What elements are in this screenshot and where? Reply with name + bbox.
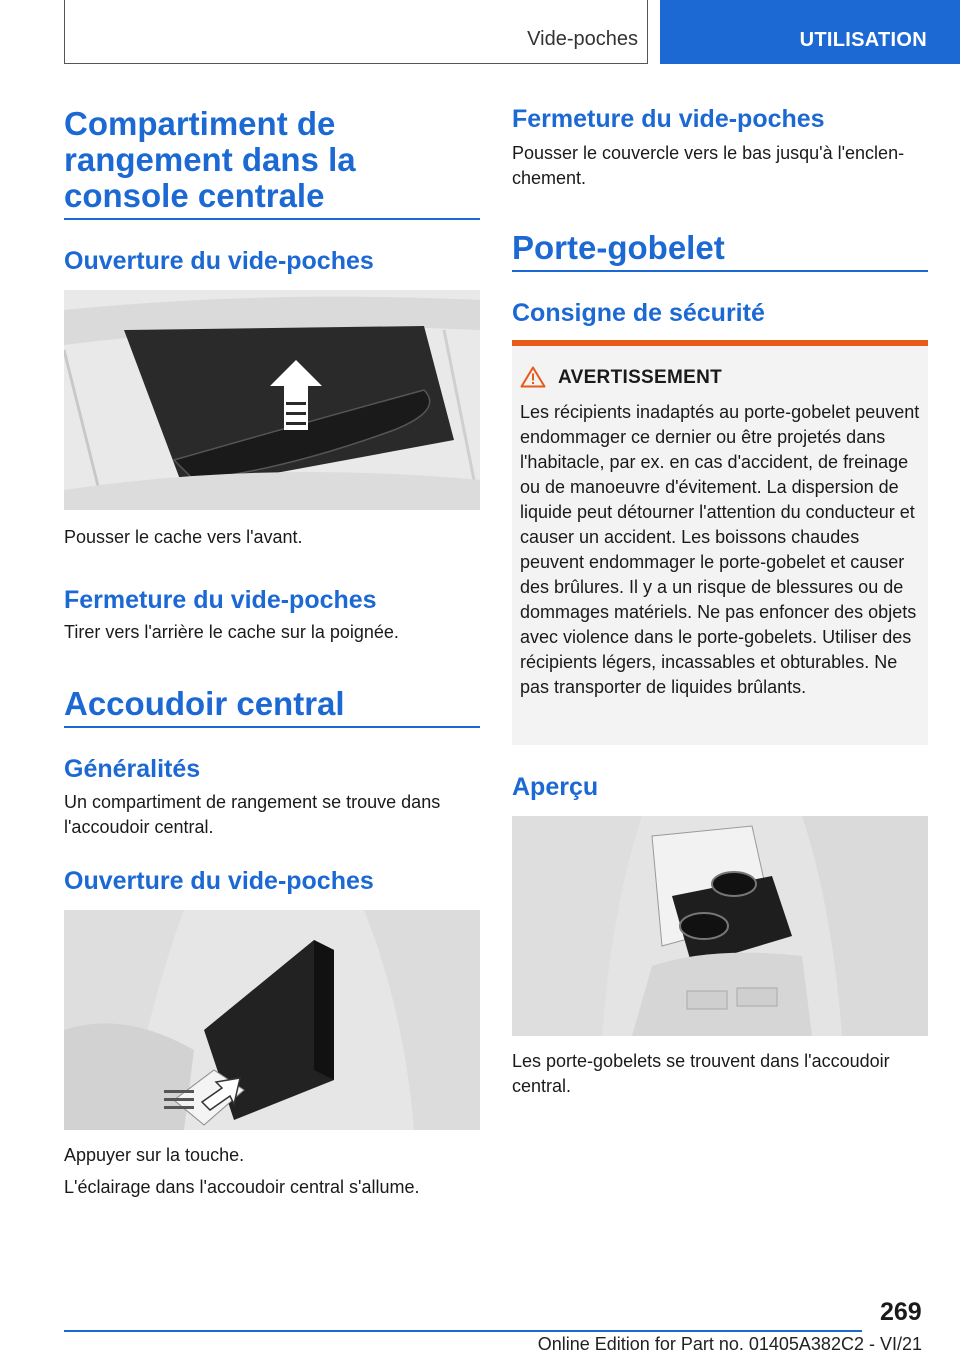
warning-text: Les récipients inadaptés au porte-gobelet peuvent endommager ce dernier ou être projetés dans l'habitacle, par ex. en cas d'accident, de freinage ou de manoeuvre d'évitement. La dispersion de liquide peut détourner l'attention du conducteur et causer un accident. Les boissons chaudes peuvent endommager le porte-gobelet et causer des brûlures. Il y a un risque de blessures ou de dommages matériels. Ne pas enfoncer des objets avec violence dans le porte-gobelets. Utiliser des récipients légers, incassables et obturables. Ne pas transporter de liquides brûlants. [520, 402, 920, 697]
footer-edition: Online Edition for Part no. 01405A382C2 - VI/21 [537, 1334, 922, 1354]
heading-rule [512, 270, 928, 272]
header-section-title: Vide-poches [527, 28, 638, 50]
caption-cup-holders: Les porte-gobelets se trouvent dans l'accoudoir central. [512, 1051, 890, 1096]
warning-title: AVERTISSEMENT [558, 367, 723, 388]
text-general: Un compartiment de rangement se trouve dans l'accoudoir central. [64, 792, 441, 837]
heading-close-1: Fermeture du vide-poches [64, 586, 377, 614]
heading-rule [64, 218, 480, 220]
caption-press-button: Appuyer sur la touche. [64, 1145, 245, 1165]
caption-push-cover: Pousser le cache vers l'avant. [64, 527, 303, 547]
heading-general: Généralités [64, 755, 201, 783]
header-chapter-label: UTILISATION [799, 29, 927, 51]
heading-storage-compartment: Compartiment de rangement dans la console centrale [64, 105, 356, 214]
heading-cup-holder: Porte-gobelet [512, 229, 725, 266]
heading-open-1: Ouverture du vide-poches [64, 247, 374, 275]
heading-armrest: Accoudoir central [64, 685, 345, 722]
header-chapter-tab [660, 0, 960, 64]
photo-cup-holders [512, 816, 928, 1036]
text-close-2: Pousser le couvercle vers le bas jusqu'à l'enclenchement. [512, 143, 905, 188]
warning-triangle-icon [520, 366, 546, 388]
photo-armrest-button [64, 910, 480, 1130]
heading-close-2: Fermeture du vide-poches [512, 105, 825, 133]
text-close-1: Tirer vers l'arrière le cache sur la poignée. [64, 622, 399, 642]
heading-open-2: Ouverture du vide-poches [64, 867, 374, 895]
footer-rule [64, 1330, 862, 1332]
photo-console-tray [64, 290, 480, 510]
heading-safety: Consigne de sécurité [512, 299, 765, 327]
caption-light-on: L'éclairage dans l'accoudoir central s'allume. [64, 1177, 420, 1197]
page-number: 269 [880, 1298, 922, 1326]
heading-rule [64, 726, 480, 728]
warning-bar [512, 340, 928, 346]
heading-overview: Aperçu [512, 773, 599, 801]
